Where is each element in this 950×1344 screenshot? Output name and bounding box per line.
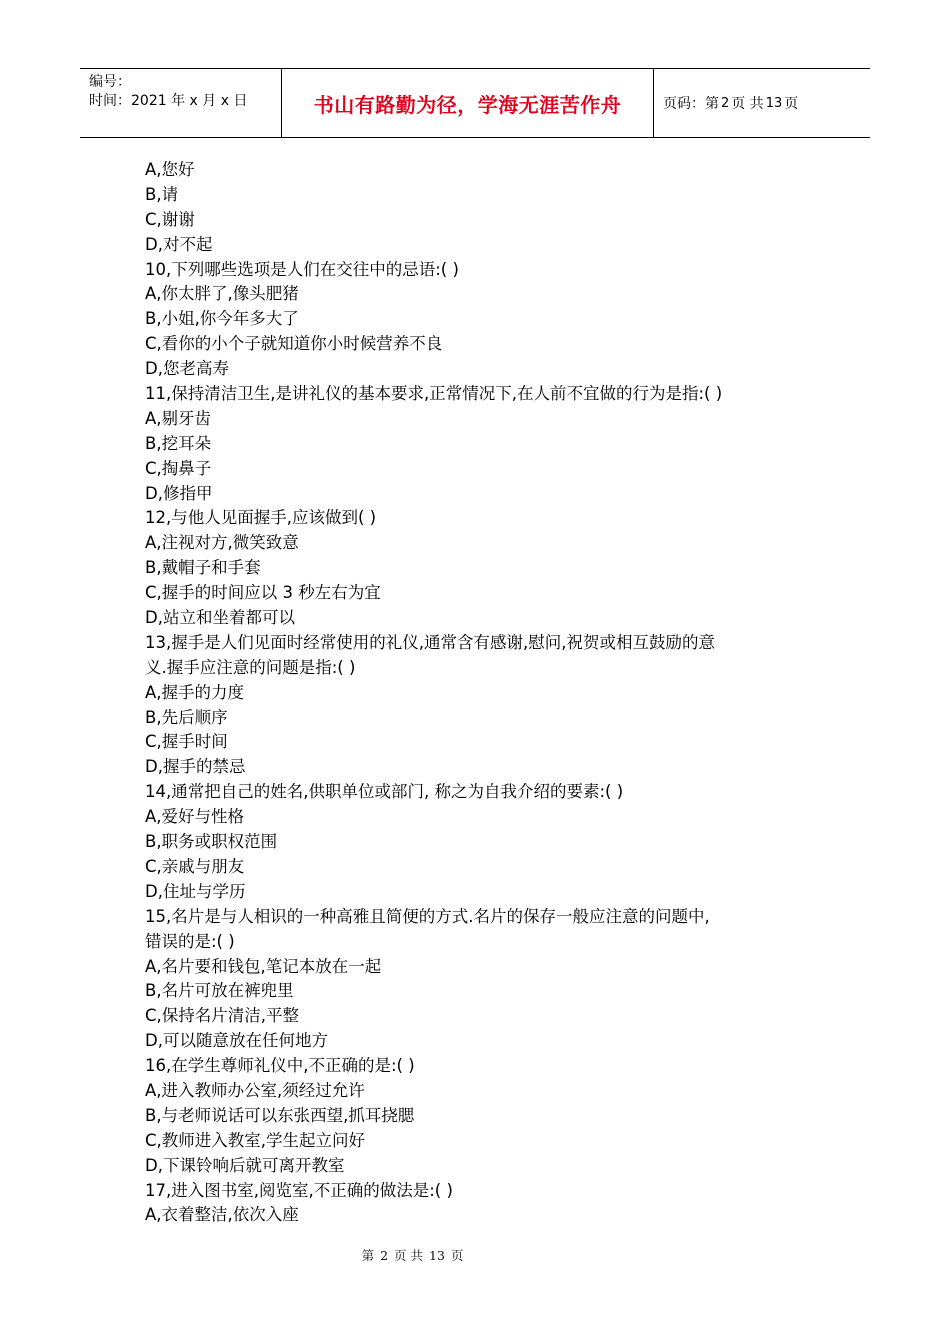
content-line: B,戴帽子和手套 (145, 558, 261, 578)
content-line: A,名片要和钱包,笔记本放在一起 (145, 956, 382, 976)
question-line: 17,进入图书室,阅览室,不正确的做法是:( ) (145, 1180, 453, 1200)
question-line: 12,与他人见面握手,应该做到( ) (145, 508, 377, 528)
content-line: A,衣着整洁,依次入座 (145, 1205, 299, 1225)
content-line: A,注视对方,微笑致意 (145, 533, 299, 553)
content-line: A,进入教师办公室,须经过允许 (145, 1080, 365, 1100)
page-mid-label: 页 共 (731, 96, 764, 112)
content-line: D,下课铃响后就可离开教室 (145, 1155, 345, 1175)
footer-current-page: 2 (380, 1248, 389, 1263)
header-page-indicator (654, 69, 870, 137)
header-meta-cell (80, 69, 282, 137)
content-line: C,握手时间 (145, 732, 228, 752)
footer-prefix: 第 (361, 1248, 375, 1263)
content-line: D,您老高寿 (145, 359, 229, 379)
content-line: A,您好 (145, 160, 195, 179)
content-line: 义.握手应注意的问题是指:( ) (145, 657, 356, 677)
content-line: A,剔牙齿 (145, 408, 212, 428)
content-line: B,名片可放在裤兜里 (145, 981, 294, 1001)
content-line: D,可以随意放在任何地方 (145, 1031, 328, 1051)
content-line: C,掏鼻子 (145, 458, 212, 478)
footer-suffix: 页 (450, 1248, 464, 1263)
question-line: 16,在学生尊师礼仪中,不正确的是:( ) (145, 1056, 415, 1076)
content-line: B,与老师说话可以东张西望,抓耳挠腮 (145, 1105, 415, 1125)
content-line: B,先后顺序 (145, 707, 228, 727)
footer-total-pages: 13 (429, 1248, 445, 1263)
page-footer (145, 1246, 680, 1264)
content-line: D,修指甲 (145, 483, 213, 503)
document-time-label: 时间：2021 年 x 月 x 日 (89, 93, 248, 109)
question-line: 15,名片是与人相识的一种高雅且简便的方式.名片的保存一般应注意的问题中, (145, 906, 710, 926)
content-line: B,职务或职权范围 (145, 832, 278, 852)
content-line: 错误的是:( ) (145, 931, 235, 951)
content-line: A,爱好与性格 (145, 807, 245, 827)
content-line: B,请 (145, 184, 179, 204)
content-line: C,保持名片清洁,平整 (145, 1006, 300, 1026)
question-line: 10,下列哪些选项是人们在交往中的忌语:( ) (145, 259, 459, 279)
question-list (145, 158, 825, 1228)
page-header (80, 68, 870, 138)
page-end-label: 页 (784, 96, 799, 112)
content-line: C,谢谢 (145, 209, 195, 229)
page-label: 页码：第 (663, 96, 719, 112)
content-line: B,小姐,你今年多大了 (145, 309, 299, 329)
content-line: C,教师进入教室,学生起立问好 (145, 1130, 366, 1150)
question-line: 13,握手是人们见面时经常使用的礼仪,通常含有感谢,慰问,祝贺或相互鼓励的意 (145, 632, 715, 652)
content-line: A,握手的力度 (145, 682, 245, 702)
footer-mid: 页 共 (394, 1248, 424, 1263)
content-line: C,握手的时间应以 3 秒左右为宜 (145, 583, 381, 603)
content-line: D,握手的禁忌 (145, 757, 246, 777)
content-line: C,看你的小个子就知道你小时候营养不良 (145, 334, 443, 354)
page-total: 13 (765, 95, 783, 111)
question-line: 11,保持清洁卫生,是讲礼仪的基本要求,正常情况下,在人前不宜做的行为是指:( ) (145, 384, 723, 404)
content-line: C,亲戚与朋友 (145, 856, 245, 876)
header-motto: 书山有路勤为径，学海无涯苦作舟 (282, 69, 654, 137)
page-current: 2 (721, 95, 730, 111)
content-line: B,挖耳朵 (145, 433, 212, 453)
question-line: 14,通常把自己的姓名,供职单位或部门, 称之为自我介绍的要素:( ) (145, 782, 624, 802)
content-line: D,对不起 (145, 234, 213, 254)
content-line: D,住址与学历 (145, 881, 246, 901)
content-line: D,站立和坐着都可以 (145, 608, 295, 628)
content-line: A,你太胖了,像头肥猪 (145, 284, 299, 304)
document-number-label: 编号： (89, 74, 131, 90)
